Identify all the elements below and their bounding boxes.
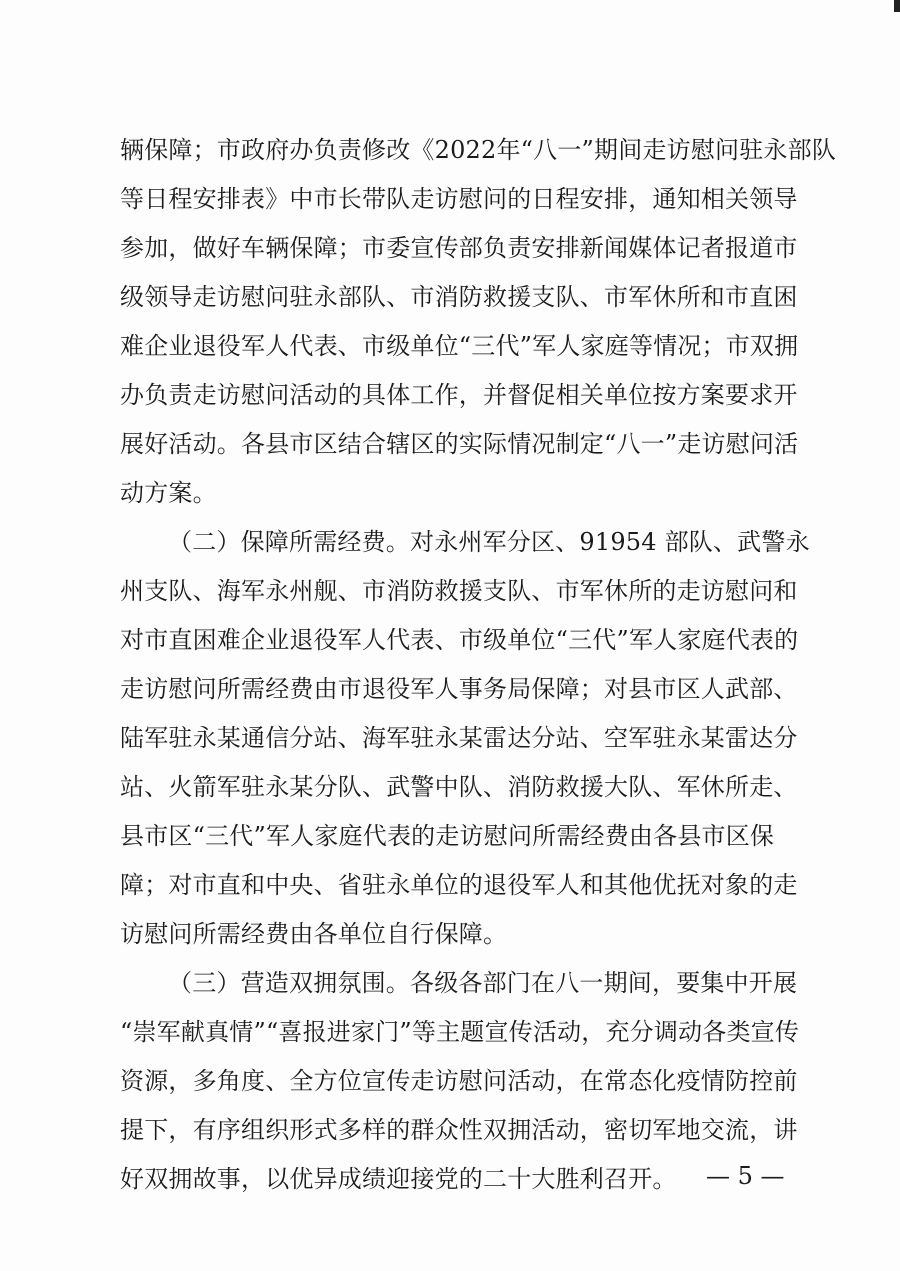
text-line: 辆保障；市政府办负责修改《2022年“八一”期间走访慰问驻永部队 xyxy=(120,136,837,164)
text-line: 对市直困难企业退役军人代表、市级单位“三代”军人家庭代表的 xyxy=(120,626,799,654)
page-number: — 5 — xyxy=(706,1162,785,1190)
text-line: 等日程安排表》中市长带队走访慰问的日程安排，通知相关领导 xyxy=(120,185,798,213)
section-heading-line: （二）保障所需经费。对永州军分区、91954 部队、武警永 xyxy=(168,528,810,556)
text-line: 办负责走访慰问活动的具体工作，并督促相关单位按方案要求开 xyxy=(120,381,798,409)
text-line: 障；对市直和中央、省驻永单位的退役军人和其他优抚对象的走 xyxy=(120,871,798,899)
text-line: 好双拥故事，以优异成绩迎接党的二十大胜利召开。 xyxy=(120,1165,677,1193)
text-line: 县市区“三代”军人家庭代表的走访慰问所需经费由各县市区保 xyxy=(120,822,775,850)
text-line: 资源，多角度、全方位宣传走访慰问活动，在常态化疫情防控前 xyxy=(120,1067,798,1095)
text-line: 走访慰问所需经费由市退役军人事务局保障；对县市区人武部、 xyxy=(120,675,798,703)
scan-edge-mark xyxy=(894,0,900,12)
text-line: 展好活动。各县市区结合辖区的实际情况制定“八一”走访慰问活 xyxy=(120,430,799,458)
text-line: 提下，有序组织形式多样的群众性双拥活动，密切军地交流，讲 xyxy=(120,1116,798,1144)
text-line: 访慰问所需经费由各单位自行保障。 xyxy=(120,920,508,948)
text-line: 动方案。 xyxy=(120,479,217,507)
section-heading-line: （三）营造双拥氛围。各级各部门在八一期间，要集中开展 xyxy=(168,969,798,997)
text-line: 州支队、海军永州舰、市消防救援支队、市军休所的走访慰问和 xyxy=(120,577,798,605)
text-line: 参加，做好车辆保障；市委宣传部负责安排新闻媒体记者报道市 xyxy=(120,234,798,262)
text-line: 难企业退役军人代表、市级单位“三代”军人家庭等情况；市双拥 xyxy=(120,332,799,360)
text-line: 站、火箭军驻永某分队、武警中队、消防救援大队、军休所走、 xyxy=(120,773,798,801)
text-line: 陆军驻永某通信分站、海军驻永某雷达分站、空军驻永某雷达分 xyxy=(120,724,798,752)
text-line: “崇军献真情”“喜报进家门”等主题宣传活动，充分调动各类宣传 xyxy=(120,1018,800,1046)
text-line: 级领导走访慰问驻永部队、市消防救援支队、市军休所和市直困 xyxy=(120,283,798,311)
